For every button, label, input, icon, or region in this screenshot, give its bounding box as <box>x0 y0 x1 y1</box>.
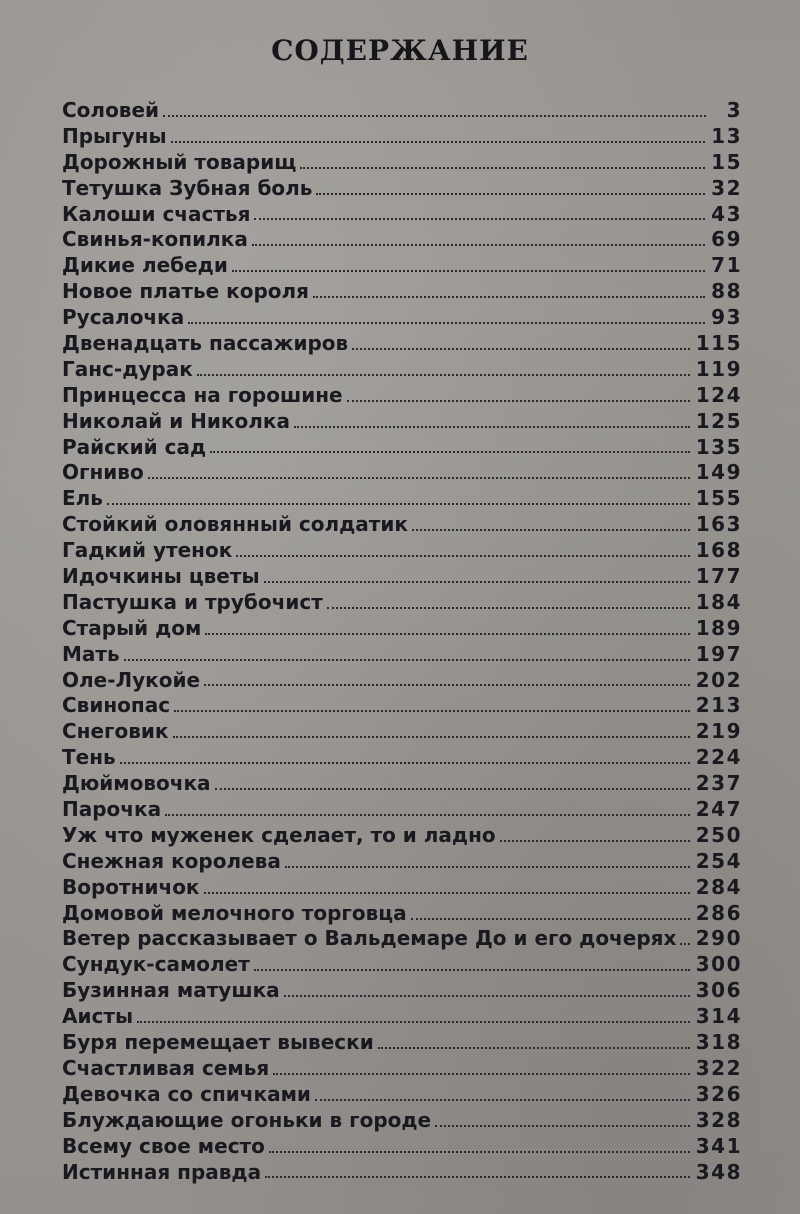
toc-entry <box>62 98 742 124</box>
toc-entry <box>62 771 742 797</box>
dot-leader <box>254 969 690 971</box>
toc-entry-page-number: 88 <box>711 279 742 304</box>
dot-leader <box>316 193 705 195</box>
toc-entry <box>62 952 742 978</box>
toc-entry-title: Старый дом <box>62 615 202 640</box>
dot-leader <box>680 943 689 945</box>
toc-entry-page-number: 247 <box>695 797 742 822</box>
dot-leader <box>120 762 690 764</box>
toc-entry-title: Свинья-копилка <box>62 227 248 252</box>
toc-entry <box>62 435 742 461</box>
dot-leader <box>163 115 706 117</box>
toc-entry-page-number: 3 <box>726 97 742 122</box>
page-title: СОДЕРЖАНИЕ <box>271 34 529 67</box>
toc-entry-title: Двенадцать пассажиров <box>62 331 349 355</box>
toc-entry-title: Блуждающие огоньки в городе <box>62 1107 432 1132</box>
toc-entry-page-number: 168 <box>695 538 742 563</box>
toc-entry-page-number: 197 <box>695 641 742 666</box>
dot-leader <box>313 296 705 298</box>
dot-leader <box>378 1047 690 1049</box>
toc-entry-page-number: 219 <box>695 719 742 744</box>
toc-entry-title: Уж что муженек сделает, то и ладно <box>62 822 496 847</box>
toc-entry-page-number: 202 <box>695 667 742 692</box>
toc-entry <box>62 150 742 176</box>
toc-entry-title: Дюймовочка <box>62 771 211 796</box>
toc-entry-page-number: 290 <box>695 926 742 951</box>
toc-entry <box>62 1004 742 1030</box>
toc-entry-title: Всему свое место <box>62 1133 265 1158</box>
toc-entry <box>62 875 742 901</box>
toc-entry <box>62 719 742 745</box>
toc-entry <box>62 616 742 642</box>
dot-leader <box>210 451 690 453</box>
dot-leader <box>197 374 690 376</box>
toc-entry-page-number: 71 <box>711 253 742 278</box>
toc-entry-title: Прыгуны <box>62 123 167 148</box>
dot-leader <box>412 529 690 531</box>
toc-entry-title: Пастушка и трубочист <box>62 589 323 614</box>
toc-entry-title: Райский сад <box>62 434 207 459</box>
toc-entry-title: Тень <box>62 745 116 770</box>
dot-leader <box>124 659 690 661</box>
dot-leader <box>411 918 690 920</box>
toc-entry-page-number: 93 <box>711 305 742 330</box>
toc-entry <box>62 693 742 719</box>
toc-entry-page-number: 32 <box>711 175 742 200</box>
toc-entry <box>62 124 742 150</box>
toc-entry-title: Соловей <box>62 97 160 122</box>
toc-entry-title: Новое платье короля <box>62 279 309 304</box>
dot-leader <box>236 555 689 557</box>
table-of-contents <box>0 98 742 1185</box>
toc-entry-page-number: 184 <box>695 589 742 614</box>
toc-entry-page-number: 149 <box>695 460 742 485</box>
toc-entry <box>62 1160 742 1186</box>
dot-leader <box>137 1021 690 1023</box>
dot-leader <box>107 503 690 505</box>
toc-entry-page-number: 250 <box>695 822 742 847</box>
toc-entry-title: Русалочка <box>62 305 185 330</box>
dot-leader <box>174 710 690 712</box>
toc-entry <box>62 745 742 771</box>
dot-leader <box>285 866 690 868</box>
toc-entry <box>62 383 742 409</box>
toc-entry-title: Воротничок <box>62 874 200 899</box>
toc-entry-title: Снеговик <box>62 719 169 744</box>
toc-entry <box>62 797 742 823</box>
toc-entry <box>62 279 742 305</box>
toc-entry-title: Оле-Лукойе <box>62 667 201 692</box>
toc-entry-page-number: 15 <box>711 149 742 174</box>
dot-leader <box>215 788 690 790</box>
toc-entry <box>62 927 742 953</box>
toc-entry-title: Николай и Николка <box>62 408 290 433</box>
toc-entry <box>62 1134 742 1160</box>
toc-entry <box>62 1082 742 1108</box>
toc-entry <box>62 564 742 590</box>
toc-entry-page-number: 135 <box>695 434 742 459</box>
toc-entry <box>62 1108 742 1134</box>
toc-entry-page-number: 43 <box>711 201 742 226</box>
toc-entry <box>62 978 742 1004</box>
toc-entry-page-number: 237 <box>695 771 742 796</box>
toc-entry <box>62 642 742 668</box>
toc-entry <box>62 901 742 927</box>
dot-leader <box>284 995 690 997</box>
toc-entry-title: Парочка <box>62 797 162 822</box>
toc-entry-page-number: 163 <box>695 512 742 537</box>
dot-leader <box>171 141 706 143</box>
toc-entry <box>62 202 742 228</box>
dot-leader <box>204 684 690 686</box>
dot-leader <box>269 1151 690 1153</box>
toc-entry <box>62 176 742 202</box>
toc-entry-page-number: 213 <box>695 693 742 718</box>
toc-entry <box>62 331 742 357</box>
toc-entry-title: Бузинная матушка <box>62 978 280 1003</box>
toc-entry-title: Истинная правда <box>62 1159 262 1184</box>
toc-entry-title: Девочка со спичками <box>62 1081 311 1106</box>
toc-entry-title: Буря перемещает вывески <box>62 1030 374 1055</box>
dot-leader <box>188 322 705 324</box>
toc-entry-title: Свинопас <box>62 693 171 718</box>
toc-entry-title: Дикие лебеди <box>62 253 228 278</box>
toc-entry-page-number: 286 <box>695 900 742 925</box>
toc-entry-page-number: 125 <box>695 408 742 433</box>
toc-entry-page-number: 224 <box>695 745 742 770</box>
toc-entry-page-number: 328 <box>695 1107 742 1132</box>
dot-leader <box>294 426 690 428</box>
dot-leader <box>264 581 690 583</box>
toc-entry <box>62 409 742 435</box>
toc-entry <box>62 1056 742 1082</box>
toc-entry-page-number: 300 <box>695 952 742 977</box>
toc-entry <box>62 512 742 538</box>
toc-entry <box>62 849 742 875</box>
toc-entry-page-number: 348 <box>695 1159 742 1184</box>
toc-entry-title: Ветер рассказывает о Вальдемаре До и его дочерях <box>62 926 677 951</box>
toc-entry-title: Гадкий утенок <box>62 538 233 563</box>
toc-entry-page-number: 119 <box>695 356 742 381</box>
dot-leader <box>148 477 690 479</box>
dot-leader <box>352 348 690 350</box>
dot-leader <box>300 167 705 169</box>
dot-leader <box>327 607 690 609</box>
toc-entry-title: Домовой мелочного торговца <box>62 900 407 925</box>
toc-entry-title: Принцесса на горошине <box>62 382 343 407</box>
dot-leader <box>315 1099 690 1101</box>
dot-leader <box>205 633 689 635</box>
toc-entry-page-number: 322 <box>695 1055 742 1080</box>
toc-entry-title: Тетушка Зубная боль <box>62 175 313 200</box>
toc-entry-title: Мать <box>62 641 120 666</box>
toc-entry-title: Идочкины цветы <box>62 564 260 589</box>
dot-leader <box>273 1073 690 1075</box>
dot-leader <box>173 736 690 738</box>
dot-leader <box>265 1176 690 1178</box>
dot-leader <box>204 892 690 894</box>
toc-entry <box>62 823 742 849</box>
dot-leader <box>252 244 705 246</box>
toc-entry <box>62 357 742 383</box>
toc-entry-page-number: 13 <box>711 123 742 148</box>
dot-leader <box>435 1125 690 1127</box>
toc-entry-title: Дорожный товарищ <box>62 149 297 174</box>
toc-entry-title: Ганс-дурак <box>62 356 193 381</box>
toc-entry-page-number: 124 <box>695 382 742 407</box>
toc-entry-title: Аисты <box>62 1004 134 1029</box>
toc-entry-title: Калоши счастья <box>62 201 251 226</box>
toc-entry-page-number: 115 <box>695 331 742 355</box>
dot-leader <box>232 270 705 272</box>
toc-entry-title: Огниво <box>62 460 144 485</box>
dot-leader <box>254 218 705 220</box>
toc-entry-page-number: 254 <box>695 848 742 873</box>
toc-entry-page-number: 314 <box>695 1004 742 1029</box>
toc-entry-page-number: 177 <box>695 564 742 589</box>
toc-entry-title: Сундук-самолет <box>62 952 250 977</box>
toc-entry-title: Снежная королева <box>62 848 281 873</box>
toc-entry-page-number: 318 <box>695 1030 742 1055</box>
toc-entry <box>62 305 742 331</box>
toc-entry-title: Стойкий оловянный солдатик <box>62 512 408 537</box>
toc-entry <box>62 590 742 616</box>
toc-entry <box>62 538 742 564</box>
dot-leader <box>347 400 690 402</box>
toc-entry <box>62 486 742 512</box>
toc-entry <box>62 668 742 694</box>
toc-entry-page-number: 341 <box>695 1133 742 1158</box>
toc-entry <box>62 460 742 486</box>
toc-entry <box>62 253 742 279</box>
dot-leader <box>165 814 690 816</box>
toc-entry-page-number: 306 <box>695 978 742 1003</box>
dot-leader <box>500 840 690 842</box>
toc-entry <box>62 1030 742 1056</box>
toc-entry <box>62 227 742 253</box>
toc-entry-title: Счастливая семья <box>62 1055 270 1080</box>
toc-entry-page-number: 69 <box>711 227 742 252</box>
toc-entry-page-number: 284 <box>695 874 742 899</box>
toc-entry-page-number: 326 <box>695 1081 742 1106</box>
toc-entry-title: Ель <box>62 486 103 511</box>
toc-entry-page-number: 155 <box>695 486 742 511</box>
toc-entry-page-number: 189 <box>695 615 742 640</box>
